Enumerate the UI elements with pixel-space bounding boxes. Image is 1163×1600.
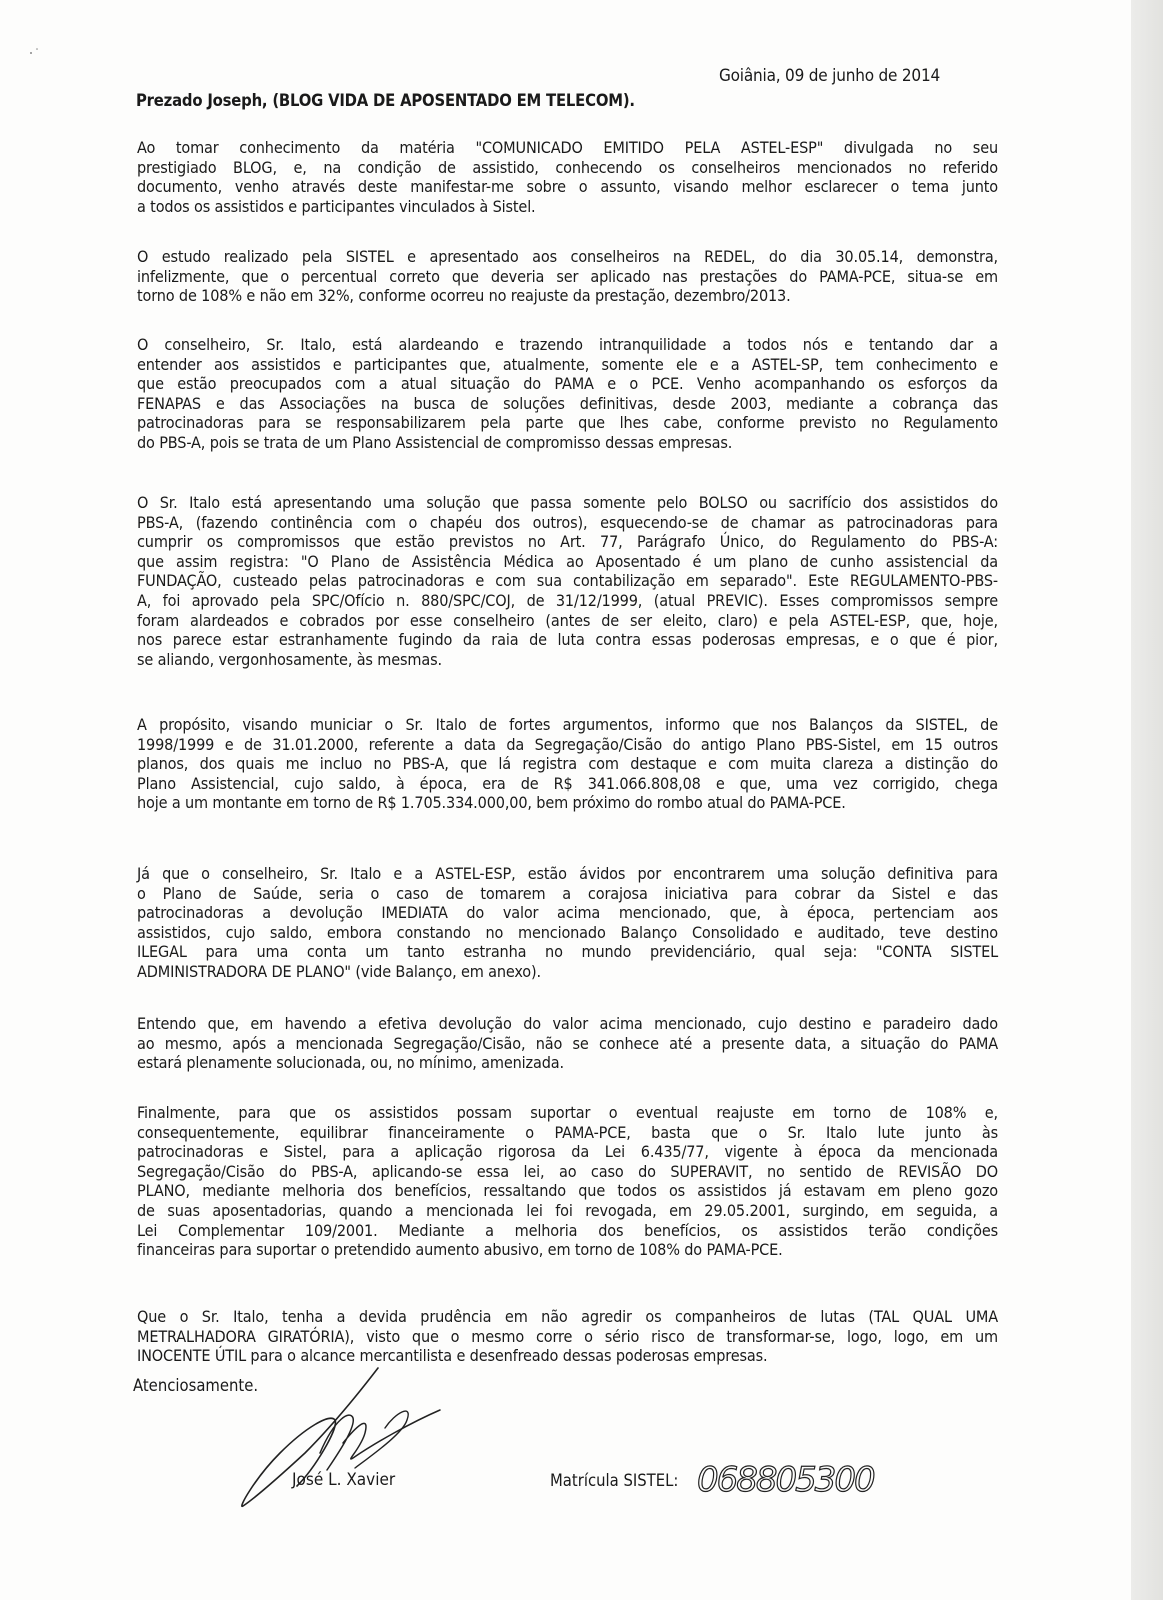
paragraph-3 <box>137 335 998 453</box>
paragraph-6 <box>137 864 998 982</box>
p4-line-4: que assim registra: "O Plano de Assistência Médica ao Aposentado é um plano de cunho assistencial da <box>137 551 998 571</box>
p5-line-1: A propósito, visando municiar o Sr. Italo de fortes argumentos, informo que nos Balanços da SISTEL, de <box>137 715 998 734</box>
p8-line-1: Finalmente, para que os assistidos possam suportar o eventual reajuste em torno de 108% e, <box>137 1103 998 1122</box>
p4-line-5: FUNDAÇÃO, custeado pelas patrocinadoras e com sua contabilização em separado". Este REGULAMENTO-PBS- <box>137 571 998 591</box>
p4-line-1: O Sr. Italo está apresentando uma solução que passa somente pelo BOLSO ou sacrifício dos assistidos do <box>137 493 998 512</box>
p2-line-3: torno de 108% e não em 32%, conforme ocorreu no reajuste da prestação, dezembro/2013. <box>137 286 791 306</box>
p1-line-2: prestigiado BLOG, e, na condição de assistido, conhecendo os conselheiros mencionados no referido <box>137 157 998 177</box>
p8-line-4: Segregação/Cisão do PBS-A, aplicando-se essa lei, ao caso do SUPERAVIT, no sentido de REVISÃO DO <box>137 1161 998 1181</box>
p8-line-7: Lei Complementar 109/2001. Mediante a melhoria dos benefícios, os assistidos terão condições <box>137 1220 998 1240</box>
p4-line-6: A, foi aprovado pela SPC/Ofício n. 880/SPC/COJ, de 31/12/1999, (atual PREVIC). Esses compromissos sempre <box>137 590 998 610</box>
p9-line-1: Que o Sr. Italo, tenha a devida prudência em não agredir os companheiros de lutas (TAL QUAL UMA <box>137 1307 998 1326</box>
p8-line-3: patrocinadoras e Sistel, para a aplicação rigorosa da Lei 6.435/77, vigente à época da mencionada <box>137 1142 998 1162</box>
p4-line-8: nos parece estar estranhamente fugindo da raia de luta contra essas poderosas empresas, e o que é pior, <box>137 630 998 650</box>
closing: Atenciosamente. <box>133 1376 259 1395</box>
signer-name: José L. Xavier <box>292 1470 396 1490</box>
p3-line-2: entender aos assistidos e participantes que, atualmente, somente ele e a ASTEL-SP, tem conhecimento e <box>137 354 998 374</box>
p1-line-3: documento, venho através deste manifestar-me sobre o assunto, visando melhor esclarecer o tema junto <box>137 177 998 197</box>
matricula-number <box>695 1455 935 1507</box>
page-edge <box>1131 0 1163 1600</box>
p4-line-3: cumprir os compromissos que estão previstos no Art. 77, Parágrafo Único, do Regulamento do PBS-A: <box>137 532 998 552</box>
paragraph-9 <box>137 1307 998 1366</box>
p7-line-1: Entendo que, em havendo a efetiva devolução do valor acima mencionado, cujo destino e paradeiro dado <box>137 1014 998 1033</box>
p6-line-3: patrocinadoras a devolução IMEDIATA do valor acima mencionado, que, à época, pertenciam aos <box>137 903 998 923</box>
p6-line-2: o Plano de Saúde, seria o caso de tomarem a corajosa iniciativa para cobrar da Sistel e das <box>137 883 998 903</box>
paragraph-4 <box>137 493 998 669</box>
p6-line-4: assistidos, cujo saldo, embora constando no mencionado Balanço Consolidado e auditado, teve destino <box>137 922 998 942</box>
p2-line-2: infelizmente, que o percentual correto que deveria ser aplicado nas prestações do PAMA-PCE, situa-se em <box>137 266 998 286</box>
p6-line-5: ILEGAL para uma conta um tanto estranha no mundo previdenciário, qual seja: "CONTA SISTEL <box>137 942 998 962</box>
paragraph-1 <box>137 138 998 216</box>
p4-line-9: se aliando, vergonhosamente, às mesmas. <box>137 649 442 669</box>
p2-line-1: O estudo realizado pela SISTEL e apresentado aos conselheiros na REDEL, do dia 30.05.14, demonstra, <box>137 247 998 266</box>
p6-line-6: ADMINISTRADORA DE PLANO" (vide Balanço, em anexo). <box>137 961 541 981</box>
p7-line-3: estará plenamente solucionada, ou, no mínimo, amenizada. <box>137 1053 564 1073</box>
letter-date: Goiânia, 09 de junho de 2014 <box>719 66 940 86</box>
p3-line-3: que estão preocupados com a atual situação do PAMA e o PCE. Venho acompanhando os esforços da <box>137 374 998 394</box>
matricula-value: 068805300 <box>697 1460 874 1500</box>
p9-line-2: METRALHADORA GIRATÓRIA), visto que o mesmo corre o sério risco de transformar-se, logo, logo, em um <box>137 1326 998 1346</box>
p4-line-2: PBS-A, (fazendo continência com o chapéu dos outros), esquecendo-se de chamar as patrocinadoras para <box>137 512 998 532</box>
p3-line-6: do PBS-A, pois se trata de um Plano Assistencial de compromisso dessas empresas. <box>137 432 733 452</box>
p8-line-2: consequentemente, equilibrar financeiramente o PAMA-PCE, basta que o Sr. Italo lute junto às <box>137 1122 998 1142</box>
paragraph-8 <box>137 1103 998 1260</box>
p1-line-1: Ao tomar conhecimento da matéria "COMUNICADO EMITIDO PELA ASTEL-ESP" divulgada no seu <box>137 138 998 157</box>
p8-line-6: de suas aposentadorias, quando a mencionada lei foi revogada, em 29.05.2001, surgindo, em seguida, a <box>137 1200 998 1220</box>
p8-line-5: PLANO, mediante melhoria dos benefícios, ressaltando que todos os assistidos já estavam em pleno gozo <box>137 1181 998 1201</box>
p6-line-1: Já que o conselheiro, Sr. Italo e a ASTEL-ESP, estão ávidos por encontrarem uma solução definitiva para <box>137 864 998 883</box>
p3-line-1: O conselheiro, Sr. Italo, está alardeando e trazendo intranquilidade a todos nós e tentando dar a <box>137 335 998 354</box>
paragraph-7 <box>137 1014 998 1073</box>
p8-line-8: financeiras para suportar o pretendido aumento abusivo, em torno de 108% do PAMA-PCE. <box>137 1240 783 1260</box>
p5-line-3: planos, dos quais me incluo no PBS-A, que lá registra com destaque e com muita clareza a distinção do <box>137 754 998 774</box>
salutation: Prezado Joseph, (BLOG VIDA DE APOSENTADO EM TELECOM). <box>136 91 635 110</box>
scan-specks <box>28 25 68 65</box>
signature-drawing <box>235 1358 465 1518</box>
p5-line-2: 1998/1999 e de 31.01.2000, referente a data da Segregação/Cisão do antigo Plano PBS-Sistel, em 15 outros <box>137 734 998 754</box>
p4-line-7: foram alardeados e cobrados por esse conselheiro (antes de ser eleito, claro) e pela ASTEL-ESP, que, hoje, <box>137 610 998 630</box>
p1-line-4: a todos os assistidos e participantes vinculados à Sistel. <box>137 196 536 216</box>
p5-line-4: Plano Assistencial, cujo saldo, à época, era de R$ 341.066.808,08 e que, uma vez corrigido, chega <box>137 773 998 793</box>
matricula-label: Matrícula SISTEL: <box>550 1471 679 1490</box>
p3-line-4: FENAPAS e das Associações na busca de soluções definitivas, desde 2003, mediante a cobrança das <box>137 393 998 413</box>
p9-line-3: INOCENTE ÚTIL para o alcance mercantilista e desenfreado dessas poderosas empresas. <box>137 1346 768 1366</box>
paragraph-5 <box>137 715 998 813</box>
p3-line-5: patrocinadoras para se responsabilizarem pela parte que lhes cabe, conforme previsto no Regulamento <box>137 413 998 433</box>
p7-line-2: ao mesmo, após a mencionada Segregação/Cisão, não se conhece até a presente data, a situação do PAMA <box>137 1033 998 1053</box>
p5-line-5: hoje a um montante em torno de R$ 1.705.334.000,00, bem próximo do rombo atual do PAMA-PCE. <box>137 793 846 813</box>
paragraph-2 <box>137 247 998 306</box>
